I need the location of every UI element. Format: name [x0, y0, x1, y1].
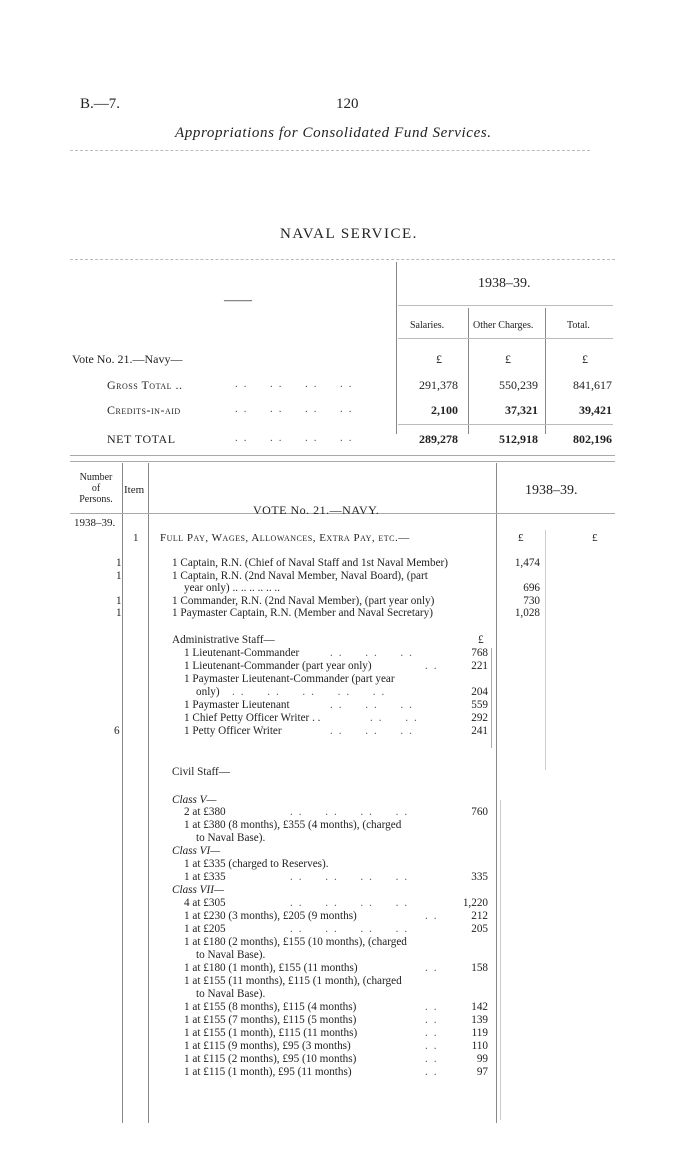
- civil-amount: 212: [471, 910, 488, 922]
- civil-amount: 760: [471, 806, 488, 818]
- civil-amount: 139: [471, 1014, 488, 1026]
- leader-dots: .. .. .. ..: [235, 432, 358, 444]
- item-heading: Full Pay, Wages, Allowances, Extra Pay, etc.—: [160, 532, 410, 544]
- summary-col-rule-1: [468, 308, 469, 434]
- admin-amount: 292: [471, 712, 488, 724]
- civil-line: 2 at £380: [184, 806, 226, 818]
- summary-divider: [396, 262, 397, 434]
- summary-dash: ——: [224, 293, 252, 308]
- admin-amount: 221: [471, 660, 488, 672]
- civil-line: 1 at £115 (1 month), £95 (11 months): [184, 1066, 352, 1078]
- col-number-line: Number: [79, 472, 113, 483]
- civil-line: 1 at £335 (charged to Reserves).: [184, 858, 329, 870]
- admin-line: 1 Paymaster Lieutenant: [184, 699, 290, 711]
- class-heading: Class VII—: [172, 884, 224, 896]
- admin-line: only): [196, 686, 220, 698]
- leader-dots: ..: [425, 910, 443, 922]
- admin-line: 1 Chief Petty Officer Writer . .: [184, 712, 321, 724]
- civil-line: 1 at £180 (1 month), £155 (11 months): [184, 962, 358, 974]
- summary-year: 1938–39.: [478, 276, 531, 291]
- leader-dots: ..: [425, 962, 443, 974]
- leader-dots: ..: [425, 1053, 443, 1065]
- detail-currency: £: [518, 532, 524, 544]
- leader-dots: ..: [425, 660, 443, 672]
- civil-line: 4 at £305: [184, 897, 226, 909]
- summary-bottom-rule: [70, 455, 615, 456]
- summary-total-value: 841,617: [573, 378, 612, 392]
- detail-currency: £: [592, 532, 598, 544]
- summary-total-value: 39,421: [579, 403, 612, 417]
- admin-line: 1 Petty Officer Writer: [184, 725, 282, 737]
- civil-line: 1 at £335: [184, 871, 226, 883]
- admin-amount: 204: [471, 686, 488, 698]
- officer-line: 1 Captain, R.N. (Chief of Naval Staff and 1st Naval Member): [172, 557, 448, 569]
- detail-year: 1938–39.: [525, 483, 578, 498]
- civil-line: to Naval Base).: [196, 832, 266, 844]
- civil-line: 1 at £115 (2 months), £95 (10 months): [184, 1053, 357, 1065]
- civil-line: 1 at £155 (8 months), £115 (4 months): [184, 1001, 357, 1013]
- detail-col-rule-item: [148, 463, 149, 1123]
- officer-amount: 1,028: [514, 607, 540, 619]
- leader-dots: ..: [425, 1027, 443, 1039]
- admin-heading: Administrative Staff—: [172, 634, 275, 646]
- civil-amount: 97: [476, 1066, 488, 1078]
- civil-line: 1 at £205: [184, 923, 226, 935]
- item-number: 1: [133, 532, 139, 544]
- civil-line: 1 at £155 (1 month), £115 (11 months): [184, 1027, 358, 1039]
- detail-col-rule-persons: [122, 463, 123, 1123]
- admin-amount: 768: [471, 647, 488, 659]
- summary-top-rule: [70, 259, 615, 260]
- persons-count: 1: [116, 570, 122, 582]
- leader-dots: .. .. .. ..: [290, 806, 414, 818]
- officer-line: 1 Commander, R.N. (2nd Naval Member), (part year only): [172, 595, 435, 607]
- leader-dots: .. .. .. ..: [235, 378, 358, 390]
- persons-count: 1: [116, 607, 122, 619]
- admin-amount: 241: [471, 725, 488, 737]
- leader-dots: .. .. ..: [330, 725, 418, 737]
- summary-currency-other: £: [505, 352, 511, 366]
- subtitle-rule: [70, 150, 590, 151]
- civil-amount: 158: [471, 962, 488, 974]
- summary-currency-salaries: £: [436, 352, 442, 366]
- summary-salaries-value: 291,378: [419, 378, 458, 392]
- summary-salaries-value: 2,100: [431, 403, 458, 417]
- leader-dots: .. ..: [370, 712, 423, 724]
- officer-line: year only) .. .. .. .. .. ..: [184, 582, 281, 594]
- summary-vote-label: Vote No. 21.—Navy—: [72, 352, 183, 366]
- page-ref: B.—7.: [80, 96, 121, 112]
- col-salaries-header: Salaries.: [410, 320, 445, 331]
- civil-amount: 205: [471, 923, 488, 935]
- admin-line: 1 Paymaster Lieutenant-Commander (part year: [184, 673, 395, 685]
- detail-top-rule: [70, 461, 615, 462]
- leader-dots: .. .. .. ..: [290, 897, 414, 909]
- civil-line: 1 at £155 (7 months), £115 (5 months): [184, 1014, 357, 1026]
- section-title: NAVAL SERVICE.: [280, 226, 418, 242]
- summary-other-value: 37,321: [505, 403, 538, 417]
- summary-col-rule-2: [545, 308, 546, 434]
- page-number: 120: [336, 96, 359, 112]
- leader-dots: ..: [425, 1014, 443, 1026]
- summary-salaries-value: 289,278: [419, 432, 458, 446]
- summary-header-rule: [398, 338, 613, 339]
- col-other-header: Other Charges.: [473, 320, 534, 331]
- leader-dots: .. .. ..: [330, 647, 418, 659]
- col-item-header: Item: [124, 484, 145, 496]
- leader-dots: ..: [425, 1001, 443, 1013]
- civil-line: to Naval Base).: [196, 949, 266, 961]
- leader-dots: .. .. ..: [330, 699, 418, 711]
- summary-other-value: 550,239: [499, 378, 538, 392]
- detail-col-rule-amount: [496, 463, 497, 1123]
- civil-line: 1 at £180 (2 months), £155 (10 months), (charged: [184, 936, 407, 948]
- admin-currency: £: [478, 634, 484, 646]
- admin-amount: 559: [471, 699, 488, 711]
- detail-year-left: 1938–39.: [74, 517, 116, 529]
- admin-bracket: [491, 648, 492, 748]
- admin-line: 1 Lieutenant-Commander: [184, 647, 300, 659]
- summary-row-label: Gross Total ..: [107, 378, 183, 392]
- detail-vote-title: VOTE No. 21.—NAVY.: [253, 503, 380, 517]
- civil-amount: 142: [471, 1001, 488, 1013]
- col-number-line: of: [91, 483, 101, 494]
- persons-count: 1: [116, 557, 122, 569]
- persons-count: 1: [116, 595, 122, 607]
- officer-amount: 1,474: [514, 557, 540, 569]
- summary-row-label: Credits-in-aid: [107, 403, 181, 417]
- summary-other-value: 512,918: [499, 432, 538, 446]
- summary-net-rule: [398, 424, 613, 425]
- civil-line: to Naval Base).: [196, 988, 266, 1000]
- col-number-line: Persons.: [79, 494, 113, 505]
- officer-amount: 696: [523, 582, 540, 594]
- civil-bracket: [500, 800, 501, 1120]
- leader-dots: .. .. .. .. ..: [232, 686, 391, 698]
- civil-line: 1 at £115 (9 months), £95 (3 months): [184, 1040, 351, 1052]
- civil-amount: 99: [476, 1053, 488, 1065]
- civil-amount: 110: [471, 1040, 488, 1052]
- col-total-header: Total.: [567, 320, 590, 331]
- summary-row-label: NET TOTAL: [107, 432, 176, 446]
- summary-year-rule: [398, 305, 613, 306]
- leader-dots: .. .. .. ..: [235, 403, 358, 415]
- summary-total-value: 802,196: [573, 432, 612, 446]
- summary-currency-total: £: [582, 352, 588, 366]
- leader-dots: ..: [425, 1066, 443, 1078]
- officer-line: 1 Captain, R.N. (2nd Naval Member, Naval Board), (part: [172, 570, 428, 582]
- officer-amount: 730: [523, 595, 540, 607]
- leader-dots: .. .. .. ..: [290, 923, 414, 935]
- persons-count: 6: [114, 725, 120, 737]
- civil-line: 1 at £230 (3 months), £205 (9 months): [184, 910, 357, 922]
- leader-dots: ..: [425, 1040, 443, 1052]
- admin-line: 1 Lieutenant-Commander (part year only): [184, 660, 372, 672]
- civil-heading: Civil Staff—: [172, 766, 230, 778]
- class-heading: Class V—: [172, 794, 217, 806]
- civil-amount: 119: [471, 1027, 488, 1039]
- civil-amount: 1,220: [462, 897, 488, 909]
- page-subtitle: Appropriations for Consolidated Fund Services.: [175, 125, 492, 141]
- col-number-header: [70, 472, 122, 505]
- civil-amount: 335: [471, 871, 488, 883]
- officer-line: 1 Paymaster Captain, R.N. (Member and Naval Secretary): [172, 607, 433, 619]
- leader-dots: .. .. .. ..: [290, 871, 414, 883]
- civil-line: 1 at £155 (11 months), £115 (1 month), (charged: [184, 975, 402, 987]
- class-heading: Class VI—: [172, 845, 221, 857]
- detail-col-rule-subamount: [545, 530, 546, 770]
- civil-line: 1 at £380 (8 months), £355 (4 months), (charged: [184, 819, 402, 831]
